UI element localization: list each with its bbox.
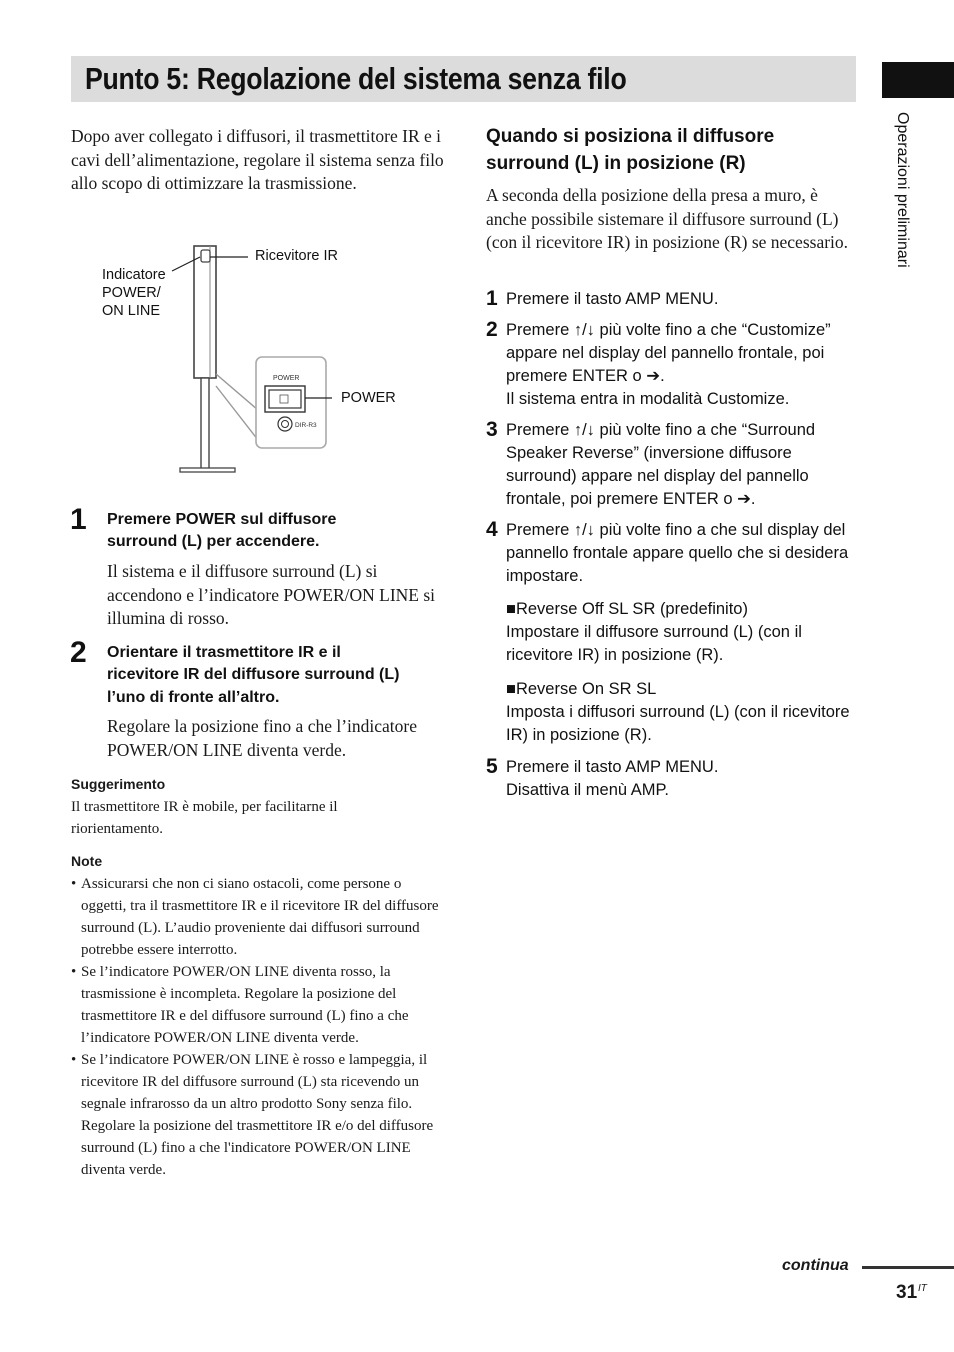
note-bullet: •	[71, 876, 77, 892]
step-2-heading-line1: Orientare il trasmettitore IR e il	[107, 644, 341, 661]
section-tab	[882, 62, 954, 98]
tip-title: Suggerimento	[71, 776, 166, 792]
option-reverse-on-desc: Imposta i diffusori surround (L) (con il ricevitore IR) in posizione (R).	[506, 703, 850, 744]
section-label: Operazioni preliminari	[894, 112, 911, 268]
continue-label: continua	[782, 1257, 849, 1274]
note-item	[71, 873, 441, 961]
page-number: 31	[896, 1282, 918, 1303]
continue-rule	[862, 1266, 954, 1269]
option-reverse-off	[506, 598, 858, 667]
speaker-body	[194, 246, 216, 378]
right-step-5-result: Disattiva il menù AMP.	[506, 781, 669, 799]
right-step-4-number: 4	[486, 518, 498, 541]
right-step-2	[506, 319, 858, 411]
note-item	[71, 961, 441, 1049]
speaker-diagram	[170, 240, 340, 480]
note-text: Assicurarsi che non ci siano ostacoli, come persone o oggetti, tra il trasmettitore IR e il ricevitore IR del diffusore surround (L). L’audio proveniente dai diffusori surround potrebbe essere interrotto.	[81, 876, 439, 958]
step-1-body: Il sistema e il diffusore surround (L) si accendono e l’indicatore POWER/ON LINE si illumina di rosso.	[107, 561, 436, 628]
label-power: POWER	[341, 390, 396, 406]
step-1-number: 1	[70, 503, 87, 536]
step-2-body: Regolare la posizione fino a che l’indicatore POWER/ON LINE diventa verde.	[107, 716, 418, 760]
right-step-2-number: 2	[486, 318, 498, 341]
subsection-intro: A seconda della posizione della presa a muro, è anche possibile sistemare il diffusore surround (L) (con il ricevitore IR) in posizione (R) se necessario.	[486, 185, 849, 252]
label-indicator-line3: ON LINE	[102, 303, 161, 319]
indicator-lamp-inner	[282, 421, 289, 428]
right-step-1-number: 1	[486, 287, 498, 310]
label-indicator-line1: Indicatore	[102, 267, 166, 283]
right-step-3-text: Premere ↑/↓ più volte fino a che “Surround Speaker Reverse” (inversione diffusore surround) appare nel display del pannello frontale, poi premere ENTER o ➔.	[506, 421, 816, 508]
step-2-heading-line3: l’uno di fronte all’altro.	[107, 689, 280, 706]
zoom-line-bottom	[216, 386, 258, 440]
label-ir-receiver: Ricevitore IR	[255, 248, 338, 264]
option-reverse-on	[506, 678, 858, 747]
subsection-heading-line1: Quando si posiziona il diffusore	[486, 126, 775, 147]
notes-list	[71, 873, 441, 1181]
subsection-heading-line2: surround (L) in posizione (R)	[486, 153, 746, 174]
panel-power-text: POWER	[273, 375, 300, 382]
right-step-1-text: Premere il tasto AMP MENU.	[506, 290, 719, 308]
note-text: Se l’indicatore POWER/ON LINE diventa rosso, la trasmissione è incompleta. Regolare la posizione del trasmettitore IR e del diffusore surround (L) fino a che l’indicatore POWER/ON LINE diventa verde.	[81, 964, 409, 1046]
right-step-4-text: Premere ↑/↓ più volte fino a che sul display del pannello frontale appare quello che si desidera impostare.	[506, 521, 849, 585]
right-step-5-text: Premere il tasto AMP MENU.	[506, 758, 719, 776]
step-2-number: 2	[70, 636, 87, 669]
option-reverse-on-title: ■Reverse On SR SL	[506, 680, 657, 698]
zoom-line-top	[216, 374, 258, 410]
right-step-3-number: 3	[486, 418, 498, 441]
stand-pole	[201, 378, 209, 470]
right-step-5-number: 5	[486, 755, 498, 778]
note-item	[71, 1049, 441, 1181]
label-indicator-line2: POWER/	[102, 285, 161, 301]
ir-receiver-window	[201, 250, 210, 262]
page-language-suffix: IT	[918, 1283, 927, 1294]
subsection-heading	[486, 123, 856, 177]
intro-paragraph: Dopo aver collegato i diffusori, il trasmettitore IR e i cavi dell’alimentazione, regolare il sistema senza filo allo scopo di ottimizzare la trasmissione.	[71, 126, 444, 193]
stand-base	[180, 468, 235, 472]
step-1-heading-line2: surround (L) per accendere.	[107, 533, 320, 550]
option-reverse-off-desc: Impostare il diffusore surround (L) (con il ricevitore IR) in posizione (R).	[506, 623, 802, 664]
notes-title: Note	[71, 853, 103, 869]
option-reverse-off-title: ■Reverse Off SL SR (predefinito)	[506, 600, 748, 618]
note-bullet: •	[71, 1052, 77, 1068]
note-bullet: •	[71, 964, 77, 980]
power-button-symbol	[280, 395, 288, 403]
page-title: Punto 5: Regolazione del sistema senza filo	[85, 61, 627, 96]
step-1-heading-line1: Premere POWER sul diffusore	[107, 511, 337, 528]
right-step-2-text: Premere ↑/↓ più volte fino a che “Customize” appare nel display del pannello frontale, poi premere ENTER o ➔.	[506, 321, 831, 385]
panel-model-text: DIR-R3	[295, 422, 317, 429]
tip-text: Il trasmettitore IR è mobile, per facilitarne il riorientamento.	[71, 799, 338, 837]
step-2-heading-line2: ricevitore IR del diffusore surround (L)	[107, 666, 400, 683]
right-step-5	[506, 756, 858, 802]
note-text: Se l’indicatore POWER/ON LINE è rosso e lampeggia, il ricevitore IR del diffusore surround (L) sta ricevendo un segnale infrarosso da un altro prodotto Sony senza filo. Regolare la posizione del trasmettitore IR e/o del diffusore surround (L) fino a che l'indicatore POWER/ON LINE diventa verde.	[81, 1052, 434, 1178]
right-step-2-result: Il sistema entra in modalità Customize.	[506, 390, 790, 408]
